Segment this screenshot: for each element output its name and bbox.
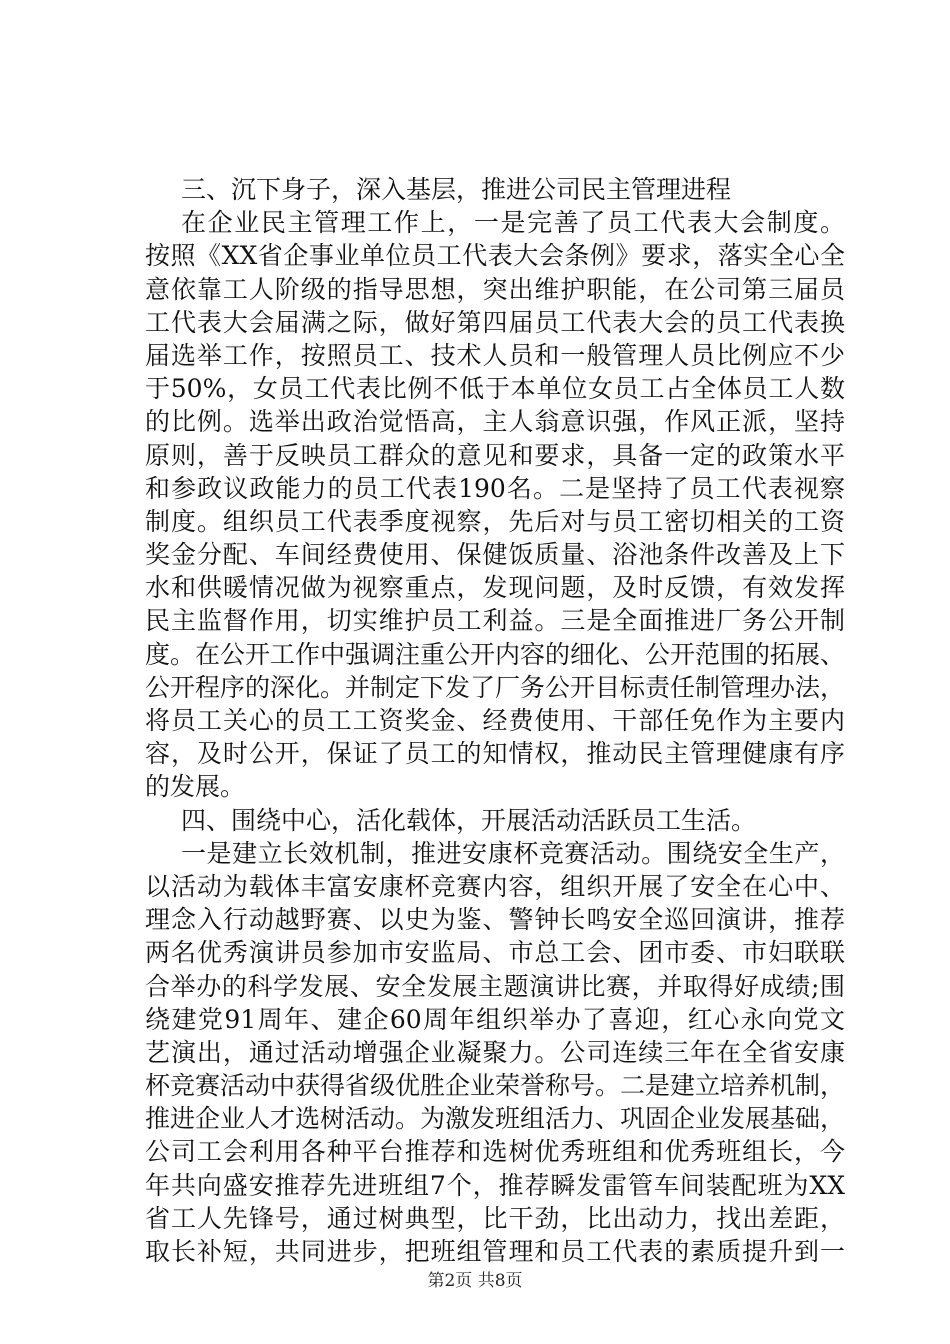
paragraph-line: 省工人先锋号，通过树典型，比干劲，比出动力，找出差距， (145, 1203, 845, 1233)
paragraph-line: 于50%，女员工代表比例不低于本单位女员工占全体员工人数 (145, 374, 845, 404)
paragraph-line: 的发展。 (145, 772, 246, 802)
paragraph-line: 两名优秀演讲员参加市安监局、市总工会、团市委、市妇联联 (145, 938, 845, 968)
paragraph-line: 杯竞赛活动中获得省级优胜企业荣誉称号。二是建立培养机制， (145, 1071, 846, 1101)
paragraph-line: 民主监督作用，切实维护员工利益。三是全面推进厂务公开制 (145, 606, 845, 636)
paragraph-line: 意依靠工人阶级的指导思想，突出维护职能，在公司第三届员 (145, 274, 845, 304)
paragraph-line: 按照《XX省企事业单位员工代表大会条例》要求，落实全心全 (145, 241, 845, 271)
paragraph-line: 原则，善于反映员工群众的意见和要求，具备一定的政策水平 (145, 440, 845, 470)
paragraph-line: 艺演出，通过活动增强企业凝聚力。公司连续三年在全省安康 (145, 1037, 845, 1067)
paragraph-line: 绕建党91周年、建企60周年组织举办了喜迎，红心永向党文 (145, 1004, 845, 1034)
paragraph-line: 取长补短，共同进步，把班组管理和员工代表的素质提升到一 (145, 1237, 845, 1266)
paragraph-line: 年共向盛安推荐先进班组7个，推荐瞬发雷管车间装配班为XX (145, 1170, 845, 1200)
document-body (145, 173, 845, 1268)
paragraph-line: 公司工会利用各种平台推荐和选树优秀班组和优秀班组长，今 (145, 1137, 845, 1167)
paragraph-line: 推进企业人才选树活动。为激发班组活力、巩固企业发展基础， (145, 1104, 846, 1134)
section-heading: 四、围绕中心，活化载体，开展活动活跃员工生活。 (181, 805, 757, 835)
paragraph-line: 在企业民主管理工作上，一是完善了员工代表大会制度。 (181, 208, 845, 238)
page-number-footer: 第2页 共8页 (427, 1271, 523, 1291)
section-heading: 三、沉下身子，深入基层，推进公司民主管理进程 (181, 175, 732, 204)
paragraph-line: 和参政议政能力的员工代表190名。二是坚持了员工代表视察 (145, 473, 845, 503)
paragraph-line: 制度。组织员工代表季度视察，先后对与员工密切相关的工资 (145, 506, 845, 536)
paragraph-line: 届选举工作，按照员工、技术人员和一般管理人员比例应不少 (145, 340, 845, 370)
paragraph-line: 公开程序的深化。并制定下发了厂务公开目标责任制管理办法， (145, 672, 846, 702)
paragraph-line: 理念入行动越野赛、以史为鉴、警钟长鸣安全巡回演讲，推荐 (145, 905, 845, 935)
paragraph-line: 奖金分配、车间经费使用、保健饭质量、浴池条件改善及上下 (145, 540, 845, 570)
paragraph-line: 的比例。选举出政治觉悟高，主人翁意识强，作风正派，坚持 (145, 407, 845, 437)
paragraph-line: 容，及时公开，保证了员工的知情权，推动民主管理健康有序 (145, 739, 845, 769)
paragraph-line: 合举办的科学发展、安全发展主题演讲比赛，并取得好成绩;围 (145, 971, 845, 1001)
paragraph-line: 以活动为载体丰富安康杯竞赛内容，组织开展了安全在心中、 (145, 871, 845, 901)
paragraph-line: 度。在公开工作中强调注重公开内容的细化、公开范围的拓展、 (145, 639, 846, 669)
paragraph-line: 水和供暖情况做为视察重点，发现问题，及时反馈，有效发挥 (145, 573, 845, 603)
paragraph-line: 一是建立长效机制，推进安康杯竞赛活动。围绕安全生产， (181, 838, 845, 868)
paragraph-line: 工代表大会届满之际，做好第四届员工代表大会的员工代表换 (145, 307, 845, 337)
paragraph-line: 将员工关心的员工工资奖金、经费使用、干部任免作为主要内 (145, 706, 845, 735)
